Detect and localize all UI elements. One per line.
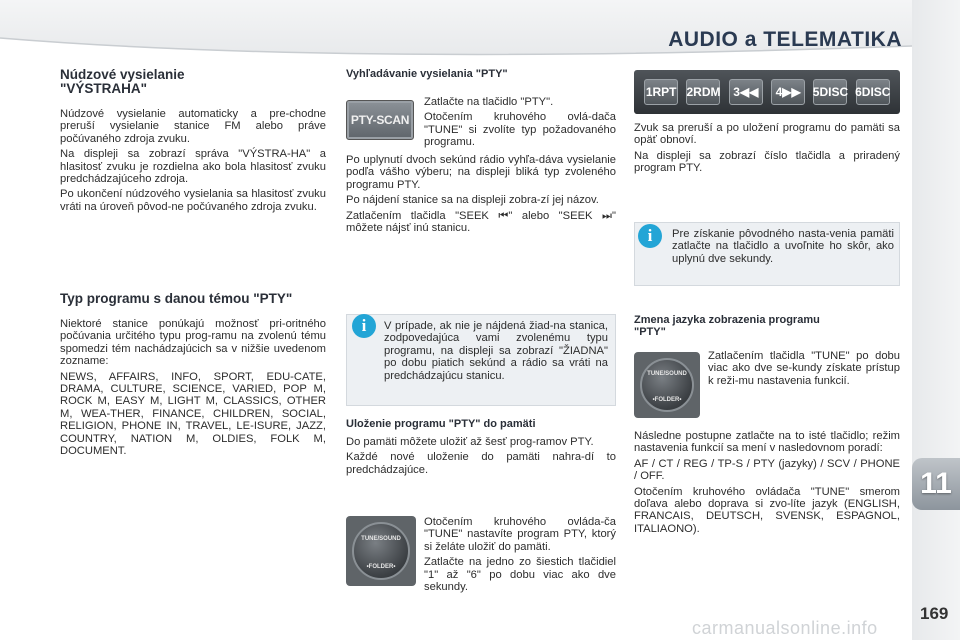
lang-paragraph-3: AF / CT / REG / TP-S / PTY (jazyky) / SCV / PHONE / OFF. — [634, 457, 900, 483]
tune-knob-icon: TUNE/SOUND •FOLDER• — [640, 358, 694, 412]
emergency-paragraph-3: Po ukončení núdzového vysielania sa hlasitosť zvuku vráti na úroveň pôvod-ne počúvaného zdroja zvuku. — [60, 188, 326, 213]
restore-section — [634, 122, 900, 175]
lang-step-1: Zatlačením tlačidla "TUNE" po dobu viac ako dve se-kundy získate prístup k reži-mu nastavenia funkcií. — [708, 350, 900, 387]
lang-heading-wrap — [634, 314, 900, 338]
pty-paragraph-2: NEWS, AFFAIRS, INFO, SPORT, EDU-CATE, DRAMA, CULTURE, SCIENCE, VARIED, POP M, ROCK M, EASY M, LIGHT M, CLASSICS, OTHER M, WEA-THER, FINANCE, CHILDREN, SOCIAL, RELIGION, PHONE IN, TRAVEL, LE-ISURE, JAZZ, COUNTRY, NATION M, OLDIES, FOLK M, DOCUMENT. — [60, 370, 326, 458]
tune-knob-image-1 — [346, 516, 416, 586]
save-step-2: Zatlačte na jedno zo šiestich tlačidiel "1" až "6" po dobu viac ako dve sekundy. — [424, 556, 616, 594]
lang-heading: Zmena jazyka zobrazenia programu "PTY" — [634, 314, 820, 338]
chapter-badge: 11 — [912, 458, 960, 510]
preset-button-2: 2RDM — [686, 79, 720, 105]
pty-scan-button-image — [346, 100, 414, 140]
emergency-paragraph-2: Na displeji sa zobrazí správa "VÝSTRA-HA" a hlasitosť zvuku je rozdielna ako bola hlasitosť zvuku predchádzajúceho zdroja. — [60, 148, 326, 186]
emergency-heading: Núdzové vysielanie "VÝSTRAHA" — [60, 67, 185, 96]
preset-button-6: 6DISC — [856, 79, 890, 105]
preset-button-3: 3◀◀ — [729, 79, 763, 105]
preset-button-1: 1RPT — [644, 79, 678, 105]
info-no-station-text: V prípade, ak nie je nájdená žiad-na stanica, zodpovedajúca vami zvolenému typu programu, na displeji sa zobrazí "ŽIADNA" po dobu piatich sekúnd a rádio sa vráti na predchádzajúcu stanicu. — [384, 320, 608, 382]
emergency-paragraph-1: Núdzové vysielanie automaticky a pre-chodne preruší vysielanie stanice FM alebo práve počúvaného zdroja zvuku. — [60, 108, 326, 145]
watermark: carmanualsonline.info — [692, 618, 878, 638]
page-number: 169 — [920, 604, 949, 623]
page-header-title: AUDIO a TELEMATIKA — [668, 28, 902, 51]
save-section — [346, 418, 616, 476]
search-steps — [424, 96, 616, 149]
info-no-station-text-wrap — [384, 320, 608, 382]
search-paragraph-4: Po nájdení stanice sa na displeji zobra-zí jej názov. — [346, 194, 599, 207]
search-paragraph-3: Po uplynutí dvoch sekúnd rádio vyhľa-dáva vysielanie podľa vášho výberu; na displeji bliká typ zvoleného programu PTY. — [346, 154, 616, 191]
search-step-1: Zatlačte na tlačidlo "PTY". — [424, 96, 554, 108]
lang-body — [634, 430, 900, 535]
lang-step-1-wrap — [708, 350, 900, 387]
preset-button-5: 5DISC — [813, 79, 847, 105]
save-step-1: Otočením kruhového ovláda-ča "TUNE" nastavíte program PTY, ktorý si želáte uložiť do pamäti. — [424, 516, 616, 553]
preset-button-4: 4▶▶ — [771, 79, 805, 105]
info-icon: i — [352, 314, 376, 338]
lang-paragraph-2: Následne postupne zatlačte na to isté tlačidlo; režim nastavenia funkcií sa mení v nasledovnom poradí: — [634, 430, 900, 455]
info-icon: i — [638, 224, 662, 248]
restore-paragraph-2: Na displeji sa zobrazí číslo tlačidla a priradený program PTY. — [634, 149, 900, 175]
tune-knob-icon: TUNE/SOUND •FOLDER• — [352, 522, 410, 580]
search-step-2: Otočením kruhového ovlá-dača "TUNE" si zvolíte typ požadovaného programu. — [424, 111, 616, 149]
search-paragraph-5: Zatlačením tlačidla "SEEK ⏮" alebo "SEEK ⏭" môžete nájsť inú stanicu. — [346, 209, 616, 235]
save-paragraph-1: Do pamäti môžete uložiť až šesť prog-ramov PTY. — [346, 436, 594, 448]
save-steps — [424, 516, 616, 593]
emergency-section — [60, 68, 326, 213]
search-heading: Vyhľadávanie vysielania "PTY" — [346, 68, 508, 80]
tune-knob-image-2 — [634, 352, 700, 418]
search-body — [346, 154, 616, 234]
lang-paragraph-4: Otočením kruhového ovládača "TUNE" smerom doľava alebo doprava si zvo-líte jazyk (ENGLISH, FRANCAIS, DEUTSCH, SVENSK, ESPAGNOL, ITALIAONO). — [634, 485, 900, 535]
info-reset-text-wrap — [672, 228, 894, 265]
restore-paragraph-1: Zvuk sa preruší a po uložení programu do pamäti sa opäť obnoví. — [634, 122, 900, 147]
right-rail — [912, 0, 960, 640]
pty-heading: Typ programu s danou témou "PTY" — [60, 291, 293, 306]
preset-buttons-image — [634, 70, 900, 114]
save-paragraph-2: Každé nové uloženie do pamäti nahra-dí to predchádzajúce. — [346, 451, 616, 476]
save-heading: Uloženie programu "PTY" do pamäti — [346, 418, 536, 430]
pty-scan-label: PTY-SCAN — [350, 113, 410, 127]
pty-section — [60, 292, 326, 457]
info-reset-text: Pre získanie pôvodného nasta-venia pamäti zatlačte na tlačidlo a uvoľnite ho skôr, ako uplynú dve sekundy. — [672, 228, 894, 265]
pty-paragraph-1: Niektoré stanice ponúkajú možnosť pri-oritného počúvania určitého typu prog-ramu na zvolenú tému spomedzi tém nachádzajúcich sa v nižšie uvedenom zozname: — [60, 318, 326, 368]
